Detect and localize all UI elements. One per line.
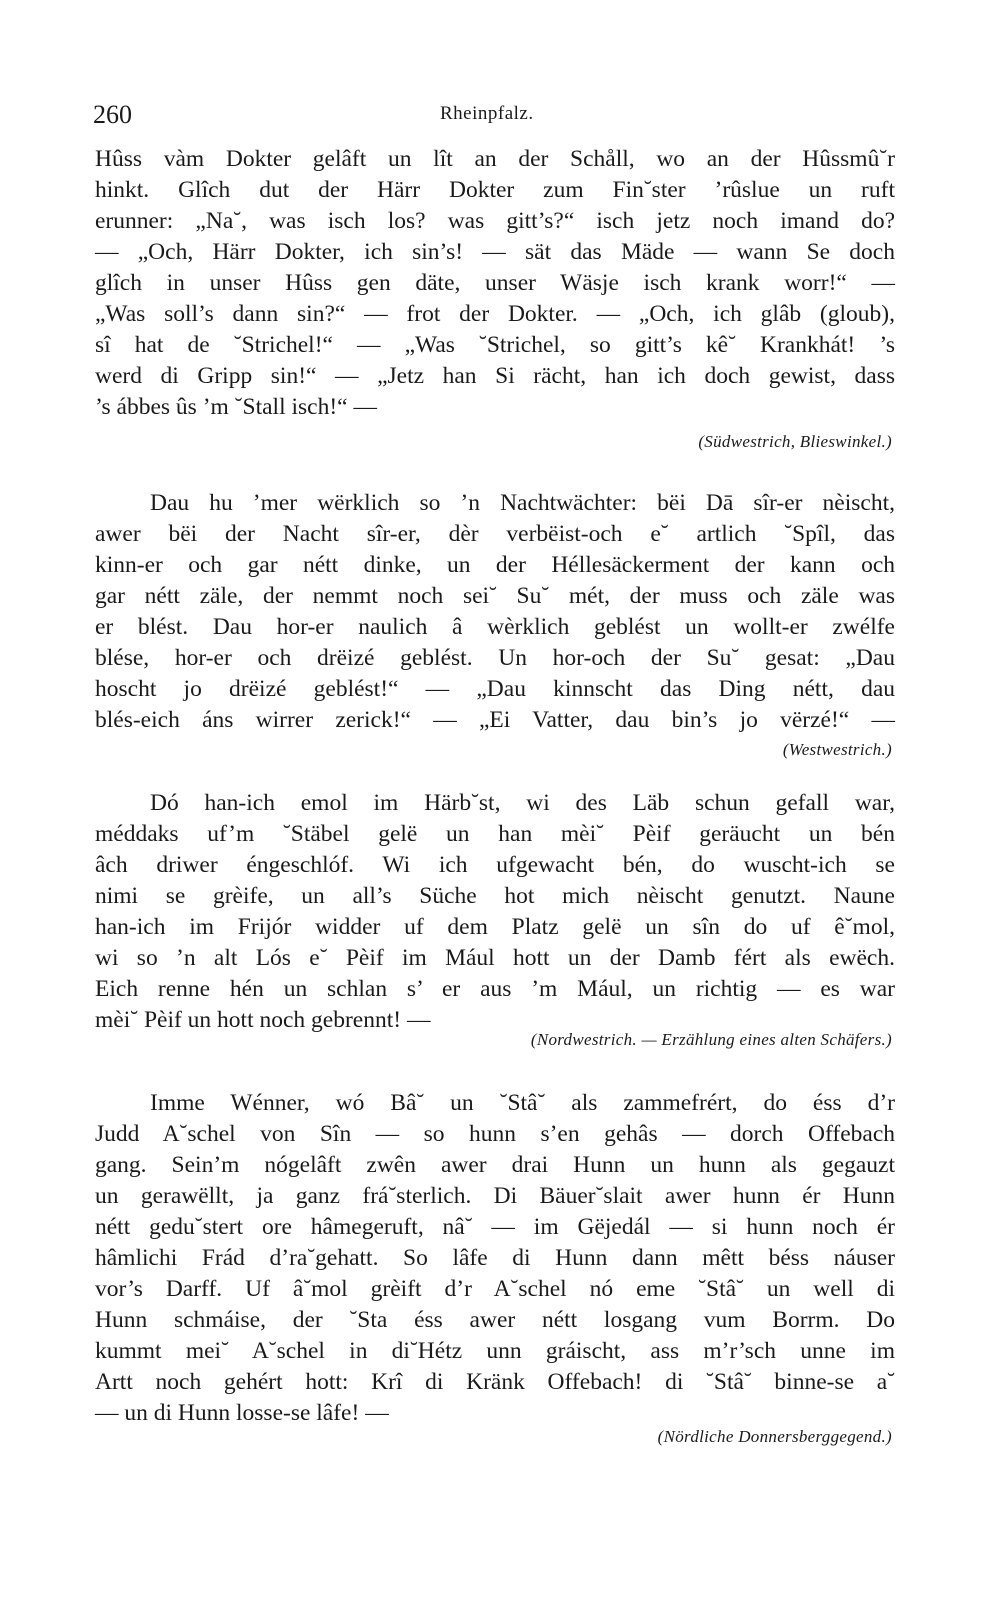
text-line: er blést. Dau hor-er naulich â wèrklich geblést un wollt-er zwélfe (95, 614, 895, 640)
text-line: Dó han-ich emol im Härb˘st, wi des Läb schun gefall war, (150, 790, 895, 816)
running-head: Rheinpfalz. (440, 103, 534, 124)
text-line: blés-eich áns wirrer zerick!“ — „Ei Vatter, dau bin’s jo vërzé!“ — (95, 707, 895, 733)
source-attribution-3: (Nordwestrich. — Erzählung eines alten Schäfers.) (530, 1030, 892, 1049)
text-line: kummt mei˘ A˘schel in di˘Hétz unn gráischt, ass m’r’sch unne im (95, 1338, 895, 1364)
text-line: Hûss vàm Dokter gelâft un lît an der Schåll, wo an der Hûssmû˘r (95, 146, 895, 172)
dialect-text-section-4 (95, 1088, 895, 1429)
text-line: Judd A˘schel von Sîn — so hunn s’en gehâs — dorch Offebach (95, 1121, 895, 1147)
text-line: erunner: „Na˘, was isch los? was gitt’s?“ isch jetz noch imand do? (95, 208, 895, 234)
source-attribution-1: (Südwestrich, Blieswinkel.) (698, 432, 892, 451)
text-line: méddaks uf’m ˘Stäbel gelë un han mèi˘ Pèif geräucht un bén (95, 821, 895, 847)
text-line: Dau hu ’mer wërklich so ’n Nachtwächter: bëi Dā sîr-er nèischt, (150, 490, 895, 516)
text-line: âch driwer éngeschlóf. Wi ich ufgewacht bén, do wuscht-ich se (95, 852, 895, 878)
text-line: Hunn schmáise, der ˘Sta éss awer nétt losgang vum Borrm. Do (95, 1307, 895, 1333)
text-line: werd di Gripp sin!“ — „Jetz han Si rächt, han ich doch gewist, dass (95, 363, 895, 389)
source-attribution-2: (Westwestrich.) (782, 740, 892, 759)
text-line: hoscht jo drëizé geblést!“ — „Dau kinnscht das Ding nétt, dau (95, 676, 895, 702)
text-line: sî hat de ˘Strichel!“ — „Was ˘Strichel, so gitt’s kê˘ Krankhát! ’s (95, 332, 895, 358)
text-line: hâmlichi Frád d’ra˘gehatt. So lâfe di Hunn dann mêtt béss náuser (95, 1245, 895, 1271)
dialect-text-section-1 (95, 144, 895, 423)
text-line: wi so ’n alt Lós e˘ Pèif im Mául hott un der Damb fért als ewëch. (95, 945, 895, 971)
text-line: gang. Sein’m nógelâft zwên awer drai Hunn un hunn als gegauzt (95, 1152, 895, 1178)
text-line: blése, hor-er och drëizé geblést. Un hor-och der Su˘ gesat: „Dau (95, 645, 895, 671)
source-attribution-4: (Nördliche Donnersberggegend.) (657, 1427, 892, 1446)
text-line: „Was soll’s dann sin?“ — frot der Dokter. — „Och, ich glâb (gloub), (95, 301, 895, 327)
text-line: mèi˘ Pèif un hott noch gebrennt! — (95, 1007, 431, 1033)
text-line: — un di Hunn losse-se lâfe! — (95, 1400, 389, 1426)
page-number: 260 (93, 100, 132, 129)
text-line: nétt gedu˘stert ore hâmegeruft, nâ˘ — im Gëjedál — si hunn noch ér (95, 1214, 895, 1240)
text-line: ’s ábbes ûs ’m ˘Stall isch!“ — (95, 394, 377, 420)
text-line: gar nétt zäle, der nemmt noch sei˘ Su˘ mét, der muss och zäle was (95, 583, 895, 609)
text-line: Artt noch gehért hott: Krî di Kränk Offebach! di ˘Stâ˘ binne-se a˘ (95, 1369, 895, 1395)
text-line: Imme Wénner, wó Bâ˘ un ˘Stâ˘ als zammefrért, do éss d’r (150, 1090, 895, 1116)
text-line: Eich renne hén un schlan s’ er aus ’m Mául, un richtig — es war (95, 976, 895, 1002)
text-line: awer bëi der Nacht sîr-er, dèr verbëist-och e˘ artlich ˘Spîl, das (95, 521, 895, 547)
dialect-text-section-2 (95, 488, 895, 736)
text-line: han-ich im Frijór widder uf dem Platz gelë un sîn do uf ê˘mol, (95, 914, 895, 940)
text-line: hinkt. Glîch dut der Härr Dokter zum Fin˘ster ’rûslue un ruft (95, 177, 895, 203)
text-line: — „Och, Härr Dokter, ich sin’s! — sät das Mäde — wann Se doch (95, 239, 895, 265)
text-line: un gerawëllt, ja ganz frá˘sterlich. Di Bäuer˘slait awer hunn ér Hunn (95, 1183, 895, 1209)
text-line: glîch in unser Hûss gen däte, unser Wäsje isch krank worr!“ — (95, 270, 895, 296)
text-line: nimi se grèife, un all’s Süche hot mich nèischt genutzt. Naune (95, 883, 895, 909)
dialect-text-section-3 (95, 788, 895, 1036)
text-line: vor’s Darff. Uf â˘mol grèift d’r A˘schel nó eme ˘Stâ˘ un well di (95, 1276, 895, 1302)
text-line: kinn-er och gar nétt dinke, un der Héllesäckerment der kann och (95, 552, 895, 578)
